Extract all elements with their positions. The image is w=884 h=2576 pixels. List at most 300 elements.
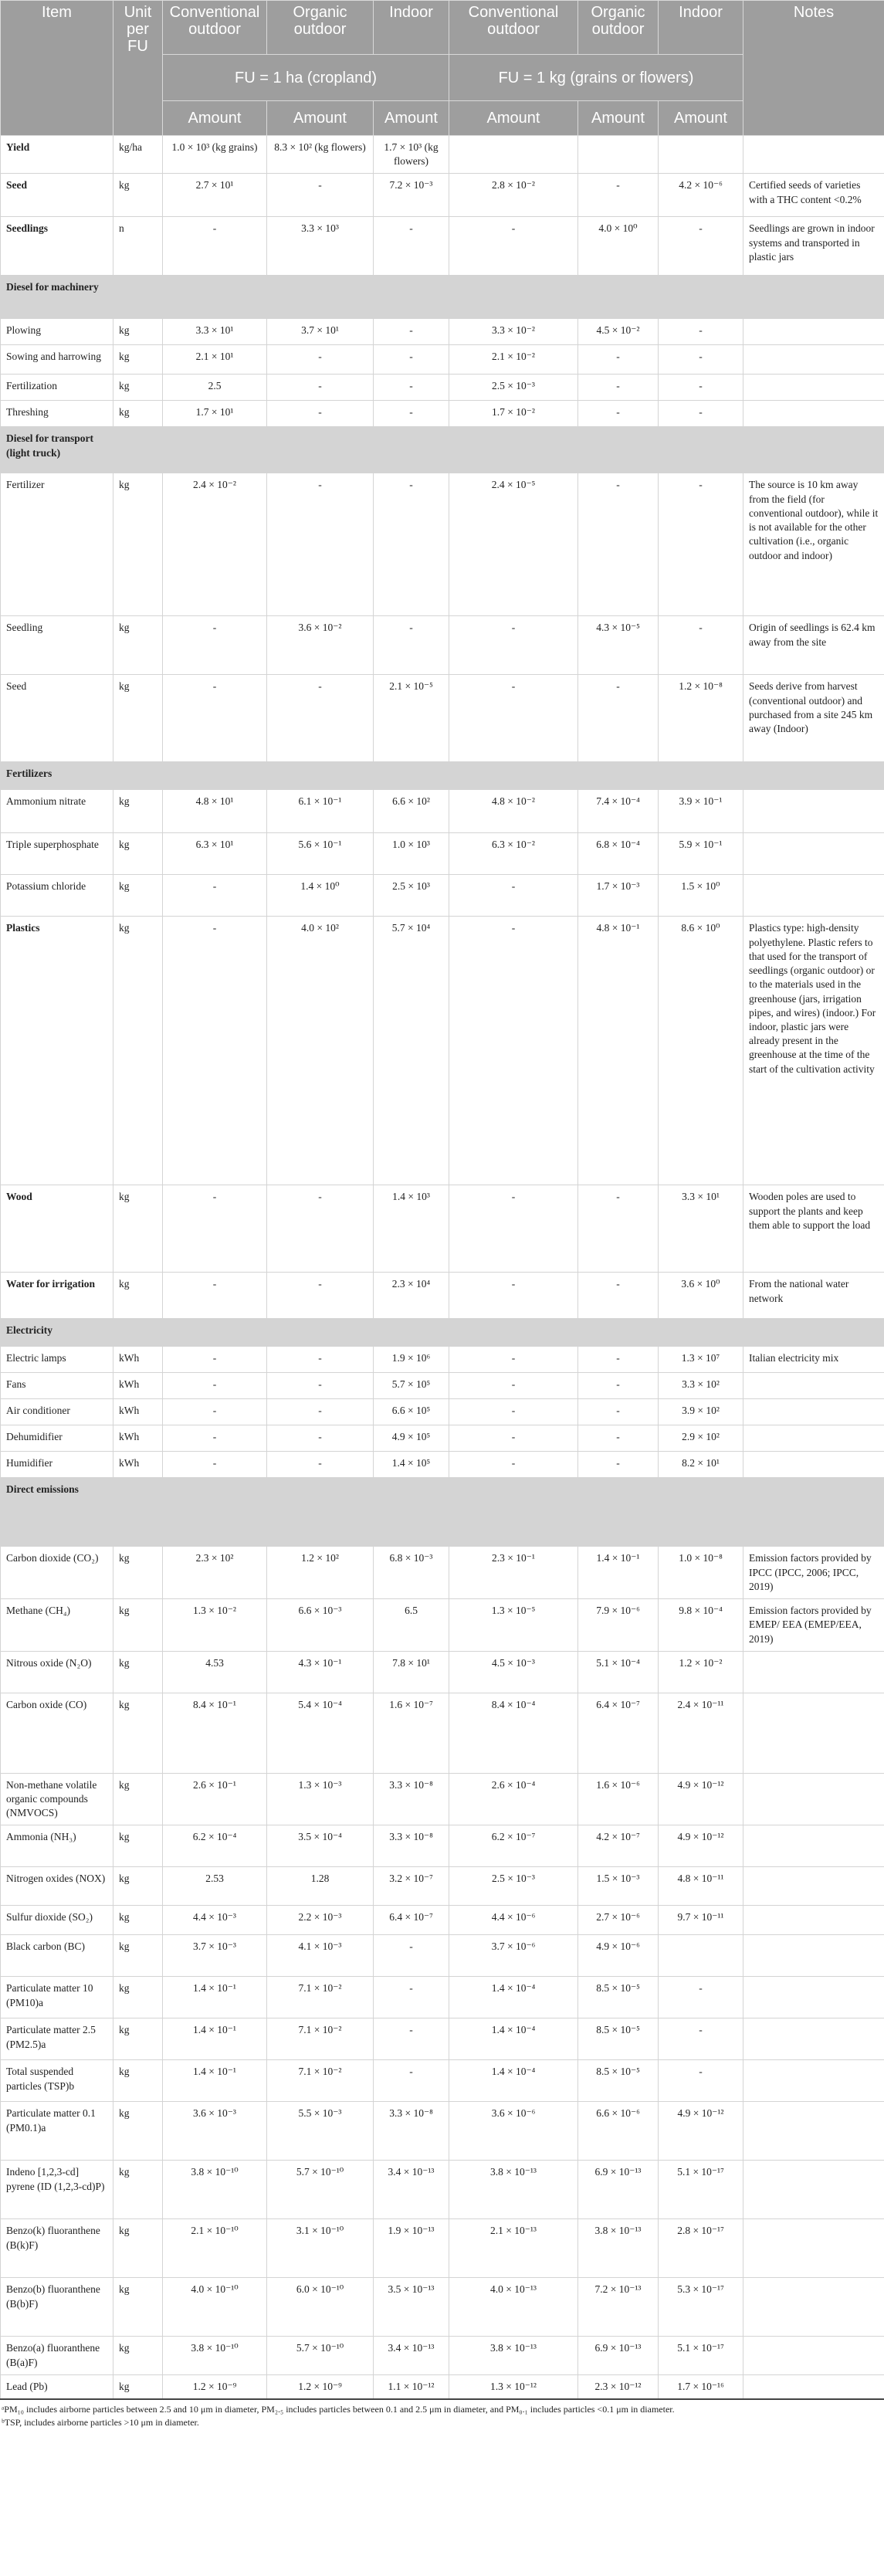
row-unit: kg <box>113 2219 163 2278</box>
amount-cell: - <box>449 875 578 917</box>
amount-cell: - <box>659 401 743 427</box>
amount-cell: 1.2 × 10² <box>267 1547 374 1599</box>
amount-cell: 8.4 × 10⁻¹ <box>163 1693 267 1773</box>
row-label: Particulate matter 0.1 (PM0.1)a <box>1 2102 113 2161</box>
amount-cell: 1.2 × 10⁻⁸ <box>659 675 743 762</box>
table-row <box>1 1399 884 1425</box>
row-label: Wood <box>1 1185 113 1273</box>
row-note <box>743 345 884 375</box>
row-label: Water for irrigation <box>1 1273 113 1319</box>
row-note: Certified seeds of varieties with a THC content <0.2% <box>743 174 884 217</box>
amount-cell: - <box>578 1185 659 1273</box>
table-row <box>1 833 884 875</box>
row-label: Potassium chloride <box>1 875 113 917</box>
amount-cell: 4.5 × 10⁻² <box>578 319 659 345</box>
row-note <box>743 1906 884 1935</box>
empty-cell <box>267 1319 374 1347</box>
table-row <box>1 174 884 217</box>
header-amount: Amount <box>163 101 267 136</box>
amount-cell: - <box>374 375 449 401</box>
amount-cell: 2.3 × 10⁻¹ <box>449 1547 578 1599</box>
amount-cell: - <box>449 1399 578 1425</box>
table-row <box>1 1273 884 1319</box>
table-row <box>1 1935 884 1977</box>
amount-cell: 5.7 × 10⁵ <box>374 1373 449 1399</box>
amount-cell: 1.4 × 10⁻¹ <box>163 2018 267 2060</box>
amount-cell: - <box>578 375 659 401</box>
amount-cell: - <box>267 1373 374 1399</box>
row-note <box>743 2374 884 2399</box>
amount-cell: 4.0 × 10² <box>267 917 374 1185</box>
amount-cell: 4.0 × 10⁻¹³ <box>449 2278 578 2337</box>
table-row <box>1 1651 884 1693</box>
amount-cell: - <box>449 1373 578 1399</box>
amount-cell: 9.7 × 10⁻¹¹ <box>659 1906 743 1935</box>
table-row <box>1 790 884 833</box>
amount-cell: 8.6 × 10⁰ <box>659 917 743 1185</box>
amount-cell: 2.9 × 10² <box>659 1425 743 1452</box>
amount-cell: 8.5 × 10⁻⁵ <box>578 2018 659 2060</box>
amount-cell: 1.2 × 10⁻⁹ <box>163 2374 267 2399</box>
empty-cell <box>163 1478 267 1547</box>
table-row <box>1 136 884 174</box>
row-label: Total suspended particles (TSP)b <box>1 2060 113 2102</box>
amount-cell: 6.9 × 10⁻¹³ <box>578 2161 659 2219</box>
section-label: Direct emissions <box>1 1478 113 1547</box>
empty-cell <box>449 1478 578 1547</box>
row-label: Benzo(a) fluoranthene (B(a)F) <box>1 2337 113 2374</box>
table-row <box>1 1547 884 1599</box>
row-unit: kWh <box>113 1399 163 1425</box>
table-row <box>1 345 884 375</box>
amount-cell: 2.4 × 10⁻⁵ <box>449 473 578 616</box>
row-label: Electric lamps <box>1 1347 113 1373</box>
amount-cell: 4.0 × 10⁻¹⁰ <box>163 2278 267 2337</box>
amount-cell: 6.6 × 10⁵ <box>374 1399 449 1425</box>
amount-cell: - <box>163 675 267 762</box>
section-row <box>1 1319 884 1347</box>
amount-cell: - <box>578 174 659 217</box>
amount-cell: 2.3 × 10⁻¹² <box>578 2374 659 2399</box>
amount-cell: - <box>578 473 659 616</box>
amount-cell: 1.0 × 10³ (kg grains) <box>163 136 267 174</box>
amount-cell: 1.2 × 10⁻² <box>659 1651 743 1693</box>
header-col-5: Organic outdoor <box>578 1 659 55</box>
header-amount: Amount <box>267 101 374 136</box>
amount-cell: - <box>659 345 743 375</box>
amount-cell: 3.8 × 10⁻¹⁰ <box>163 2337 267 2374</box>
amount-cell: 2.7 × 10⁻⁶ <box>578 1906 659 1935</box>
amount-cell: 4.0 × 10⁰ <box>578 217 659 276</box>
row-label: Benzo(k) fluoranthene (B(k)F) <box>1 2219 113 2278</box>
table-row <box>1 1773 884 1825</box>
amount-cell: 1.9 × 10⁻¹³ <box>374 2219 449 2278</box>
amount-cell: - <box>267 473 374 616</box>
amount-cell: - <box>659 319 743 345</box>
amount-cell: - <box>374 345 449 375</box>
amount-cell <box>449 136 578 174</box>
amount-cell: 2.5 <box>163 375 267 401</box>
table-row <box>1 1347 884 1373</box>
row-unit: kg <box>113 917 163 1185</box>
row-unit: kg <box>113 1977 163 2018</box>
amount-cell: 5.7 × 10⁻¹⁰ <box>267 2337 374 2374</box>
amount-cell: 5.1 × 10⁻⁴ <box>578 1651 659 1693</box>
table-row <box>1 2102 884 2161</box>
amount-cell: 1.4 × 10⁻¹ <box>163 1977 267 2018</box>
amount-cell: - <box>659 217 743 276</box>
amount-cell: 8.5 × 10⁻⁵ <box>578 1977 659 2018</box>
amount-cell: 1.0 × 10⁻⁸ <box>659 1547 743 1599</box>
amount-cell: 6.2 × 10⁻⁴ <box>163 1825 267 1867</box>
amount-cell: 7.1 × 10⁻² <box>267 1977 374 2018</box>
amount-cell: 2.1 × 10⁻¹³ <box>449 2219 578 2278</box>
amount-cell: 7.1 × 10⁻² <box>267 2060 374 2102</box>
header-item: Item <box>1 1 113 136</box>
amount-cell: 5.5 × 10⁻³ <box>267 2102 374 2161</box>
amount-cell: 4.9 × 10⁻⁶ <box>578 1935 659 1977</box>
section-row <box>1 276 884 319</box>
amount-cell: 1.28 <box>267 1867 374 1906</box>
amount-cell <box>659 1935 743 1977</box>
row-unit: kg <box>113 174 163 217</box>
amount-cell: 6.5 <box>374 1599 449 1652</box>
row-unit: kg <box>113 1825 163 1867</box>
table-footnotes <box>0 2400 884 2429</box>
row-note: Plastics type: high-density polyethylene. Plastic refers to that used for the transport of seedlings (organic outdoor) or to the materials used in the greenhouse (jars, irrigation pipes, and wires) (indoor.) For indoor, plastic jars were already present in the greenhouse at the time of the start of the cultivation activity <box>743 917 884 1185</box>
amount-cell: 2.8 × 10⁻² <box>449 174 578 217</box>
amount-cell: 6.6 × 10² <box>374 790 449 833</box>
row-label: Ammonia (NH₃) <box>1 1825 113 1867</box>
row-label: Indeno [1,2,3-cd] pyrene (ID (1,2,3-cd)P) <box>1 2161 113 2219</box>
row-unit: kg <box>113 1651 163 1693</box>
row-label: Threshing <box>1 401 113 427</box>
section-label: Diesel for transport (light truck) <box>1 427 113 473</box>
amount-cell: - <box>267 401 374 427</box>
amount-cell: 2.5 × 10⁻³ <box>449 1867 578 1906</box>
amount-cell: - <box>659 473 743 616</box>
table-row <box>1 675 884 762</box>
amount-cell: - <box>374 1935 449 1977</box>
empty-cell <box>743 1319 884 1347</box>
row-note <box>743 1399 884 1425</box>
empty-cell <box>449 276 578 319</box>
amount-cell: - <box>449 616 578 675</box>
table-row <box>1 1825 884 1867</box>
row-note <box>743 2060 884 2102</box>
row-note <box>743 136 884 174</box>
row-note <box>743 2219 884 2278</box>
amount-cell: 3.3 × 10⁻⁸ <box>374 1825 449 1867</box>
empty-cell <box>163 427 267 473</box>
amount-cell: 1.7 × 10¹ <box>163 401 267 427</box>
amount-cell: - <box>267 174 374 217</box>
amount-cell: - <box>267 345 374 375</box>
row-unit: kg/ha <box>113 136 163 174</box>
amount-cell: 3.1 × 10⁻¹⁰ <box>267 2219 374 2278</box>
amount-cell: 3.7 × 10¹ <box>267 319 374 345</box>
amount-cell: 5.7 × 10⁻¹⁰ <box>267 2161 374 2219</box>
empty-cell <box>163 276 267 319</box>
amount-cell: 2.7 × 10¹ <box>163 174 267 217</box>
amount-cell: - <box>449 1452 578 1478</box>
amount-cell: 1.2 × 10⁻⁹ <box>267 2374 374 2399</box>
row-note <box>743 1867 884 1906</box>
amount-cell: 4.8 × 10⁻¹¹ <box>659 1867 743 1906</box>
empty-cell <box>267 427 374 473</box>
row-unit: kg <box>113 2060 163 2102</box>
amount-cell: 4.9 × 10⁻¹² <box>659 2102 743 2161</box>
row-note <box>743 1773 884 1825</box>
row-unit: kg <box>113 1547 163 1599</box>
amount-cell: 1.5 × 10⁻³ <box>578 1867 659 1906</box>
row-unit: kWh <box>113 1347 163 1373</box>
amount-cell: - <box>449 1425 578 1452</box>
row-label: Plowing <box>1 319 113 345</box>
amount-cell: 3.9 × 10⁻¹ <box>659 790 743 833</box>
amount-cell: 4.3 × 10⁻⁵ <box>578 616 659 675</box>
amount-cell: 1.7 × 10⁻¹⁶ <box>659 2374 743 2399</box>
section-label: Fertilizers <box>1 762 113 790</box>
amount-cell: 2.6 × 10⁻⁴ <box>449 1773 578 1825</box>
row-unit: kg <box>113 1599 163 1652</box>
row-label: Yield <box>1 136 113 174</box>
row-unit: kg <box>113 2018 163 2060</box>
amount-cell: - <box>449 917 578 1185</box>
amount-cell: 1.6 × 10⁻⁶ <box>578 1773 659 1825</box>
amount-cell: 1.4 × 10⁰ <box>267 875 374 917</box>
empty-cell <box>578 276 659 319</box>
amount-cell: - <box>267 1347 374 1373</box>
amount-cell: - <box>163 1273 267 1319</box>
amount-cell: 3.3 × 10¹ <box>659 1185 743 1273</box>
row-unit: kg <box>113 1906 163 1935</box>
empty-cell <box>449 427 578 473</box>
amount-cell: - <box>449 675 578 762</box>
row-label: Fertilization <box>1 375 113 401</box>
header-notes: Notes <box>743 1 884 136</box>
row-note <box>743 1693 884 1773</box>
row-note: Seedlings are grown in indoor systems and transported in plastic jars <box>743 217 884 276</box>
empty-cell <box>578 427 659 473</box>
row-unit: kg <box>113 1773 163 1825</box>
empty-cell <box>374 762 449 790</box>
row-note <box>743 1825 884 1867</box>
section-row <box>1 1478 884 1547</box>
amount-cell: - <box>267 1273 374 1319</box>
amount-cell: - <box>163 1452 267 1478</box>
amount-cell: 1.7 × 10⁻³ <box>578 875 659 917</box>
row-unit: kg <box>113 2102 163 2161</box>
amount-cell: 7.2 × 10⁻³ <box>374 174 449 217</box>
amount-cell: 6.4 × 10⁻⁷ <box>578 1693 659 1773</box>
table-row <box>1 1693 884 1773</box>
empty-cell <box>267 1478 374 1547</box>
row-unit: kg <box>113 875 163 917</box>
row-label: Carbon dioxide (CO₂) <box>1 1547 113 1599</box>
row-label: Humidifier <box>1 1452 113 1478</box>
table-row <box>1 319 884 345</box>
table-row <box>1 875 884 917</box>
empty-cell <box>267 762 374 790</box>
amount-cell: 3.9 × 10² <box>659 1399 743 1425</box>
amount-cell: - <box>163 217 267 276</box>
amount-cell: 5.1 × 10⁻¹⁷ <box>659 2161 743 2219</box>
amount-cell: 2.4 × 10⁻¹¹ <box>659 1693 743 1773</box>
header-col-4: Conventional outdoor <box>449 1 578 55</box>
row-note <box>743 790 884 833</box>
header-fu-ha: FU = 1 ha (cropland) <box>163 55 449 101</box>
amount-cell: 1.5 × 10⁰ <box>659 875 743 917</box>
amount-cell: 1.4 × 10⁻¹ <box>578 1547 659 1599</box>
empty-cell <box>449 1319 578 1347</box>
amount-cell: - <box>578 1273 659 1319</box>
amount-cell: 2.5 × 10⁻³ <box>449 375 578 401</box>
row-note <box>743 2102 884 2161</box>
amount-cell: - <box>267 1452 374 1478</box>
empty-cell <box>374 1478 449 1547</box>
row-label: Fans <box>1 1373 113 1399</box>
amount-cell: - <box>449 1185 578 1273</box>
table-row <box>1 2219 884 2278</box>
amount-cell: 4.9 × 10⁻¹² <box>659 1773 743 1825</box>
row-note <box>743 2278 884 2337</box>
amount-cell: 2.1 × 10⁻¹⁰ <box>163 2219 267 2278</box>
row-label: Black carbon (BC) <box>1 1935 113 1977</box>
empty-cell <box>659 427 743 473</box>
empty-cell <box>659 762 743 790</box>
empty-cell <box>578 1319 659 1347</box>
amount-cell: 6.6 × 10⁻³ <box>267 1599 374 1652</box>
amount-cell: 1.3 × 10⁻¹² <box>449 2374 578 2399</box>
amount-cell: - <box>578 1452 659 1478</box>
amount-cell: 6.0 × 10⁻¹⁰ <box>267 2278 374 2337</box>
amount-cell: - <box>267 1399 374 1425</box>
amount-cell: 3.7 × 10⁻⁶ <box>449 1935 578 1977</box>
amount-cell: - <box>449 1347 578 1373</box>
empty-cell <box>374 276 449 319</box>
amount-cell: 8.5 × 10⁻⁵ <box>578 2060 659 2102</box>
empty-cell <box>113 1478 163 1547</box>
row-note <box>743 319 884 345</box>
table-row <box>1 1373 884 1399</box>
amount-cell: - <box>578 1347 659 1373</box>
row-note <box>743 1452 884 1478</box>
row-unit: kg <box>113 1185 163 1273</box>
row-note: Seeds derive from harvest (conventional outdoor) and purchased from a site 245 km away (Indoor) <box>743 675 884 762</box>
amount-cell: 3.8 × 10⁻¹³ <box>578 2219 659 2278</box>
header-amount: Amount <box>578 101 659 136</box>
amount-cell: 2.4 × 10⁻² <box>163 473 267 616</box>
amount-cell: 1.4 × 10⁵ <box>374 1452 449 1478</box>
amount-cell: - <box>267 375 374 401</box>
header-col-6: Indoor <box>659 1 743 55</box>
row-unit: kg <box>113 2161 163 2219</box>
amount-cell: 6.9 × 10⁻¹³ <box>578 2337 659 2374</box>
row-note <box>743 1977 884 2018</box>
amount-cell: 7.9 × 10⁻⁶ <box>578 1599 659 1652</box>
header-fu-kg: FU = 1 kg (grains or flowers) <box>449 55 743 101</box>
amount-cell: - <box>163 917 267 1185</box>
amount-cell: - <box>578 345 659 375</box>
amount-cell: 3.5 × 10⁻⁴ <box>267 1825 374 1867</box>
table-row <box>1 1977 884 2018</box>
row-unit: kWh <box>113 1425 163 1452</box>
row-note: Wooden poles are used to support the plants and keep them able to support the load <box>743 1185 884 1273</box>
empty-cell <box>113 427 163 473</box>
amount-cell: 3.8 × 10⁻¹³ <box>449 2337 578 2374</box>
table-row <box>1 2337 884 2374</box>
row-note: Origin of seedlings is 62.4 km away from the site <box>743 616 884 675</box>
row-label: Plastics <box>1 917 113 1185</box>
amount-cell: 5.6 × 10⁻¹ <box>267 833 374 875</box>
row-unit: kg <box>113 790 163 833</box>
row-unit: kWh <box>113 1452 163 1478</box>
row-note: The source is 10 km away from the field (for conventional outdoor), while it is not available for the other cultivation (i.e., organic outdoor and indoor) <box>743 473 884 616</box>
row-unit: kg <box>113 833 163 875</box>
amount-cell: - <box>267 1185 374 1273</box>
empty-cell <box>578 762 659 790</box>
amount-cell: 3.5 × 10⁻¹³ <box>374 2278 449 2337</box>
amount-cell: 3.3 × 10⁻⁸ <box>374 2102 449 2161</box>
header-amount: Amount <box>374 101 449 136</box>
amount-cell: 6.8 × 10⁻⁴ <box>578 833 659 875</box>
amount-cell: 7.8 × 10¹ <box>374 1651 449 1693</box>
amount-cell: 3.6 × 10⁰ <box>659 1273 743 1319</box>
amount-cell: - <box>163 1347 267 1373</box>
amount-cell: 5.3 × 10⁻¹⁷ <box>659 2278 743 2337</box>
amount-cell: 6.1 × 10⁻¹ <box>267 790 374 833</box>
amount-cell: 4.4 × 10⁻³ <box>163 1906 267 1935</box>
table-row <box>1 1906 884 1935</box>
row-label: Seedlings <box>1 217 113 276</box>
row-label: Dehumidifier <box>1 1425 113 1452</box>
amount-cell: 4.4 × 10⁻⁶ <box>449 1906 578 1935</box>
amount-cell: 6.8 × 10⁻³ <box>374 1547 449 1599</box>
amount-cell: 1.1 × 10⁻¹² <box>374 2374 449 2399</box>
amount-cell: 4.9 × 10⁵ <box>374 1425 449 1452</box>
table-row <box>1 401 884 427</box>
amount-cell: 3.3 × 10¹ <box>163 319 267 345</box>
header-col-3: Indoor <box>374 1 449 55</box>
amount-cell: 3.3 × 10⁻⁸ <box>374 1773 449 1825</box>
amount-cell: 4.8 × 10⁻¹ <box>578 917 659 1185</box>
table-row <box>1 2018 884 2060</box>
amount-cell: - <box>267 1425 374 1452</box>
amount-cell: 4.3 × 10⁻¹ <box>267 1651 374 1693</box>
table-row <box>1 1452 884 1478</box>
empty-cell <box>743 1478 884 1547</box>
amount-cell: 1.3 × 10⁻² <box>163 1599 267 1652</box>
table-header <box>1 1 884 136</box>
row-unit: kg <box>113 2278 163 2337</box>
row-label: Particulate matter 10 (PM10)a <box>1 1977 113 2018</box>
row-label: Non-methane volatile organic compounds (NMVOCS) <box>1 1773 113 1825</box>
row-unit: kg <box>113 1693 163 1773</box>
amount-cell: 8.4 × 10⁻⁴ <box>449 1693 578 1773</box>
amount-cell: 4.9 × 10⁻¹² <box>659 1825 743 1867</box>
footnote: ᵇTSP, includes airborne particles >10 μm in diameter. <box>2 2416 199 2428</box>
row-unit: kg <box>113 401 163 427</box>
empty-cell <box>743 427 884 473</box>
header-unit: Unit per FU <box>113 1 163 136</box>
table-row <box>1 1425 884 1452</box>
footnote: ᵃPM₁₀ includes airborne particles between 2.5 and 10 μm in diameter, PM₂.₅ includes particles between 0.1 and 2.5 μm in diameter, and PM₀.₁ includes particles <0.1 μm in diameter. <box>2 2404 675 2415</box>
header-amount: Amount <box>449 101 578 136</box>
amount-cell: 7.2 × 10⁻¹³ <box>578 2278 659 2337</box>
row-unit: kg <box>113 375 163 401</box>
table-row <box>1 1867 884 1906</box>
